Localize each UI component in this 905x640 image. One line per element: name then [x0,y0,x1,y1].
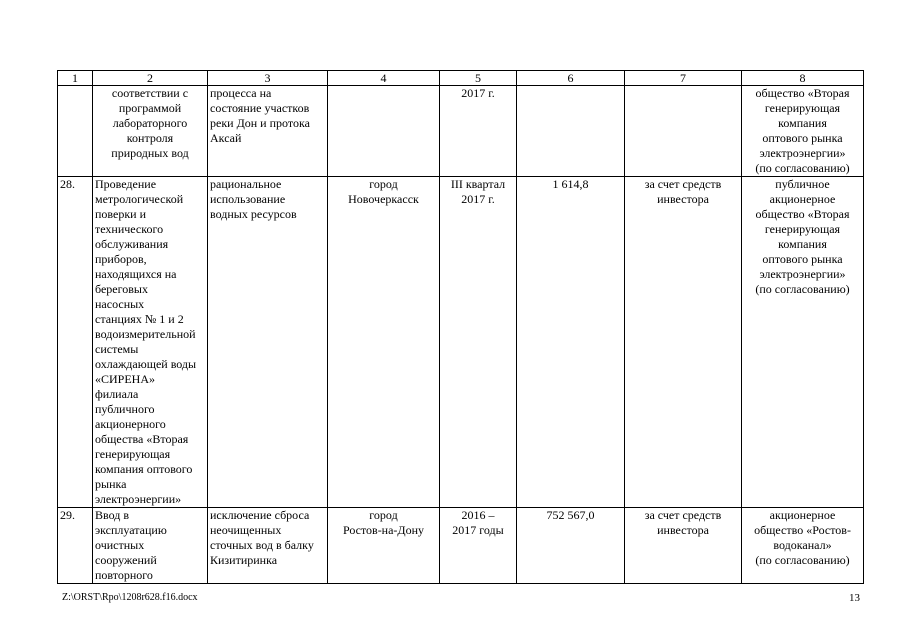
table-row [58,86,864,177]
table-row [58,177,864,508]
header-cell: 8 [742,71,864,86]
place-cell [328,86,440,177]
table-header-row [58,71,864,86]
plan-table [57,70,864,584]
period-cell: 2017 г. [440,86,517,177]
action-cell: соответствии с программой лабораторного контроля природных вод [93,86,208,177]
place-cell: город Ростов-на-Дону [328,508,440,584]
source-cell [625,86,742,177]
table-row [58,508,864,584]
page-number: 13 [849,592,860,604]
place-cell: город Новочеркасск [328,177,440,508]
purpose-cell: исключение сброса неочищенных сточных вод в балку Кизитиринка [208,508,328,584]
row-number-cell [58,86,93,177]
header-cell: 4 [328,71,440,86]
header-cell: 7 [625,71,742,86]
source-cell: за счет средств инвестора [625,508,742,584]
row-number-cell: 28. [58,177,93,508]
executor-cell: общество «Вторая генерирующая компания оптового рынка электроэнергии» (по согласованию) [742,86,864,177]
purpose-cell: рациональное использование водных ресурсов [208,177,328,508]
source-cell: за счет средств инвестора [625,177,742,508]
executor-cell: публичное акционерное общество «Вторая генерирующая компания оптового рынка электроэнергии» (по согласованию) [742,177,864,508]
file-path-footer: Z:\ORST\Rpo\1208r628.f16.docx [62,592,198,603]
header-cell: 6 [517,71,625,86]
period-cell: 2016 – 2017 годы [440,508,517,584]
header-cell: 1 [58,71,93,86]
header-cell: 5 [440,71,517,86]
period-cell: III квартал 2017 г. [440,177,517,508]
row-number-cell: 29. [58,508,93,584]
action-cell: Ввод в эксплуатацию очистных сооружений повторного [93,508,208,584]
executor-cell: акционерное общество «Ростов- водоканал» (по согласованию) [742,508,864,584]
header-cell: 3 [208,71,328,86]
purpose-cell: процесса на состояние участков реки Дон и протока Аксай [208,86,328,177]
action-cell: Проведение метрологической поверки и технического обслуживания приборов, находящихся на береговых насосных станциях № 1 и 2 водоизмерительной системы охлаждающей воды «СИРЕНА» филиала публичного акционерного общества «Вторая генерирующая компания оптового рынка электроэнергии» [93,177,208,508]
amount-cell [517,86,625,177]
header-cell: 2 [93,71,208,86]
amount-cell: 752 567,0 [517,508,625,584]
amount-cell: 1 614,8 [517,177,625,508]
